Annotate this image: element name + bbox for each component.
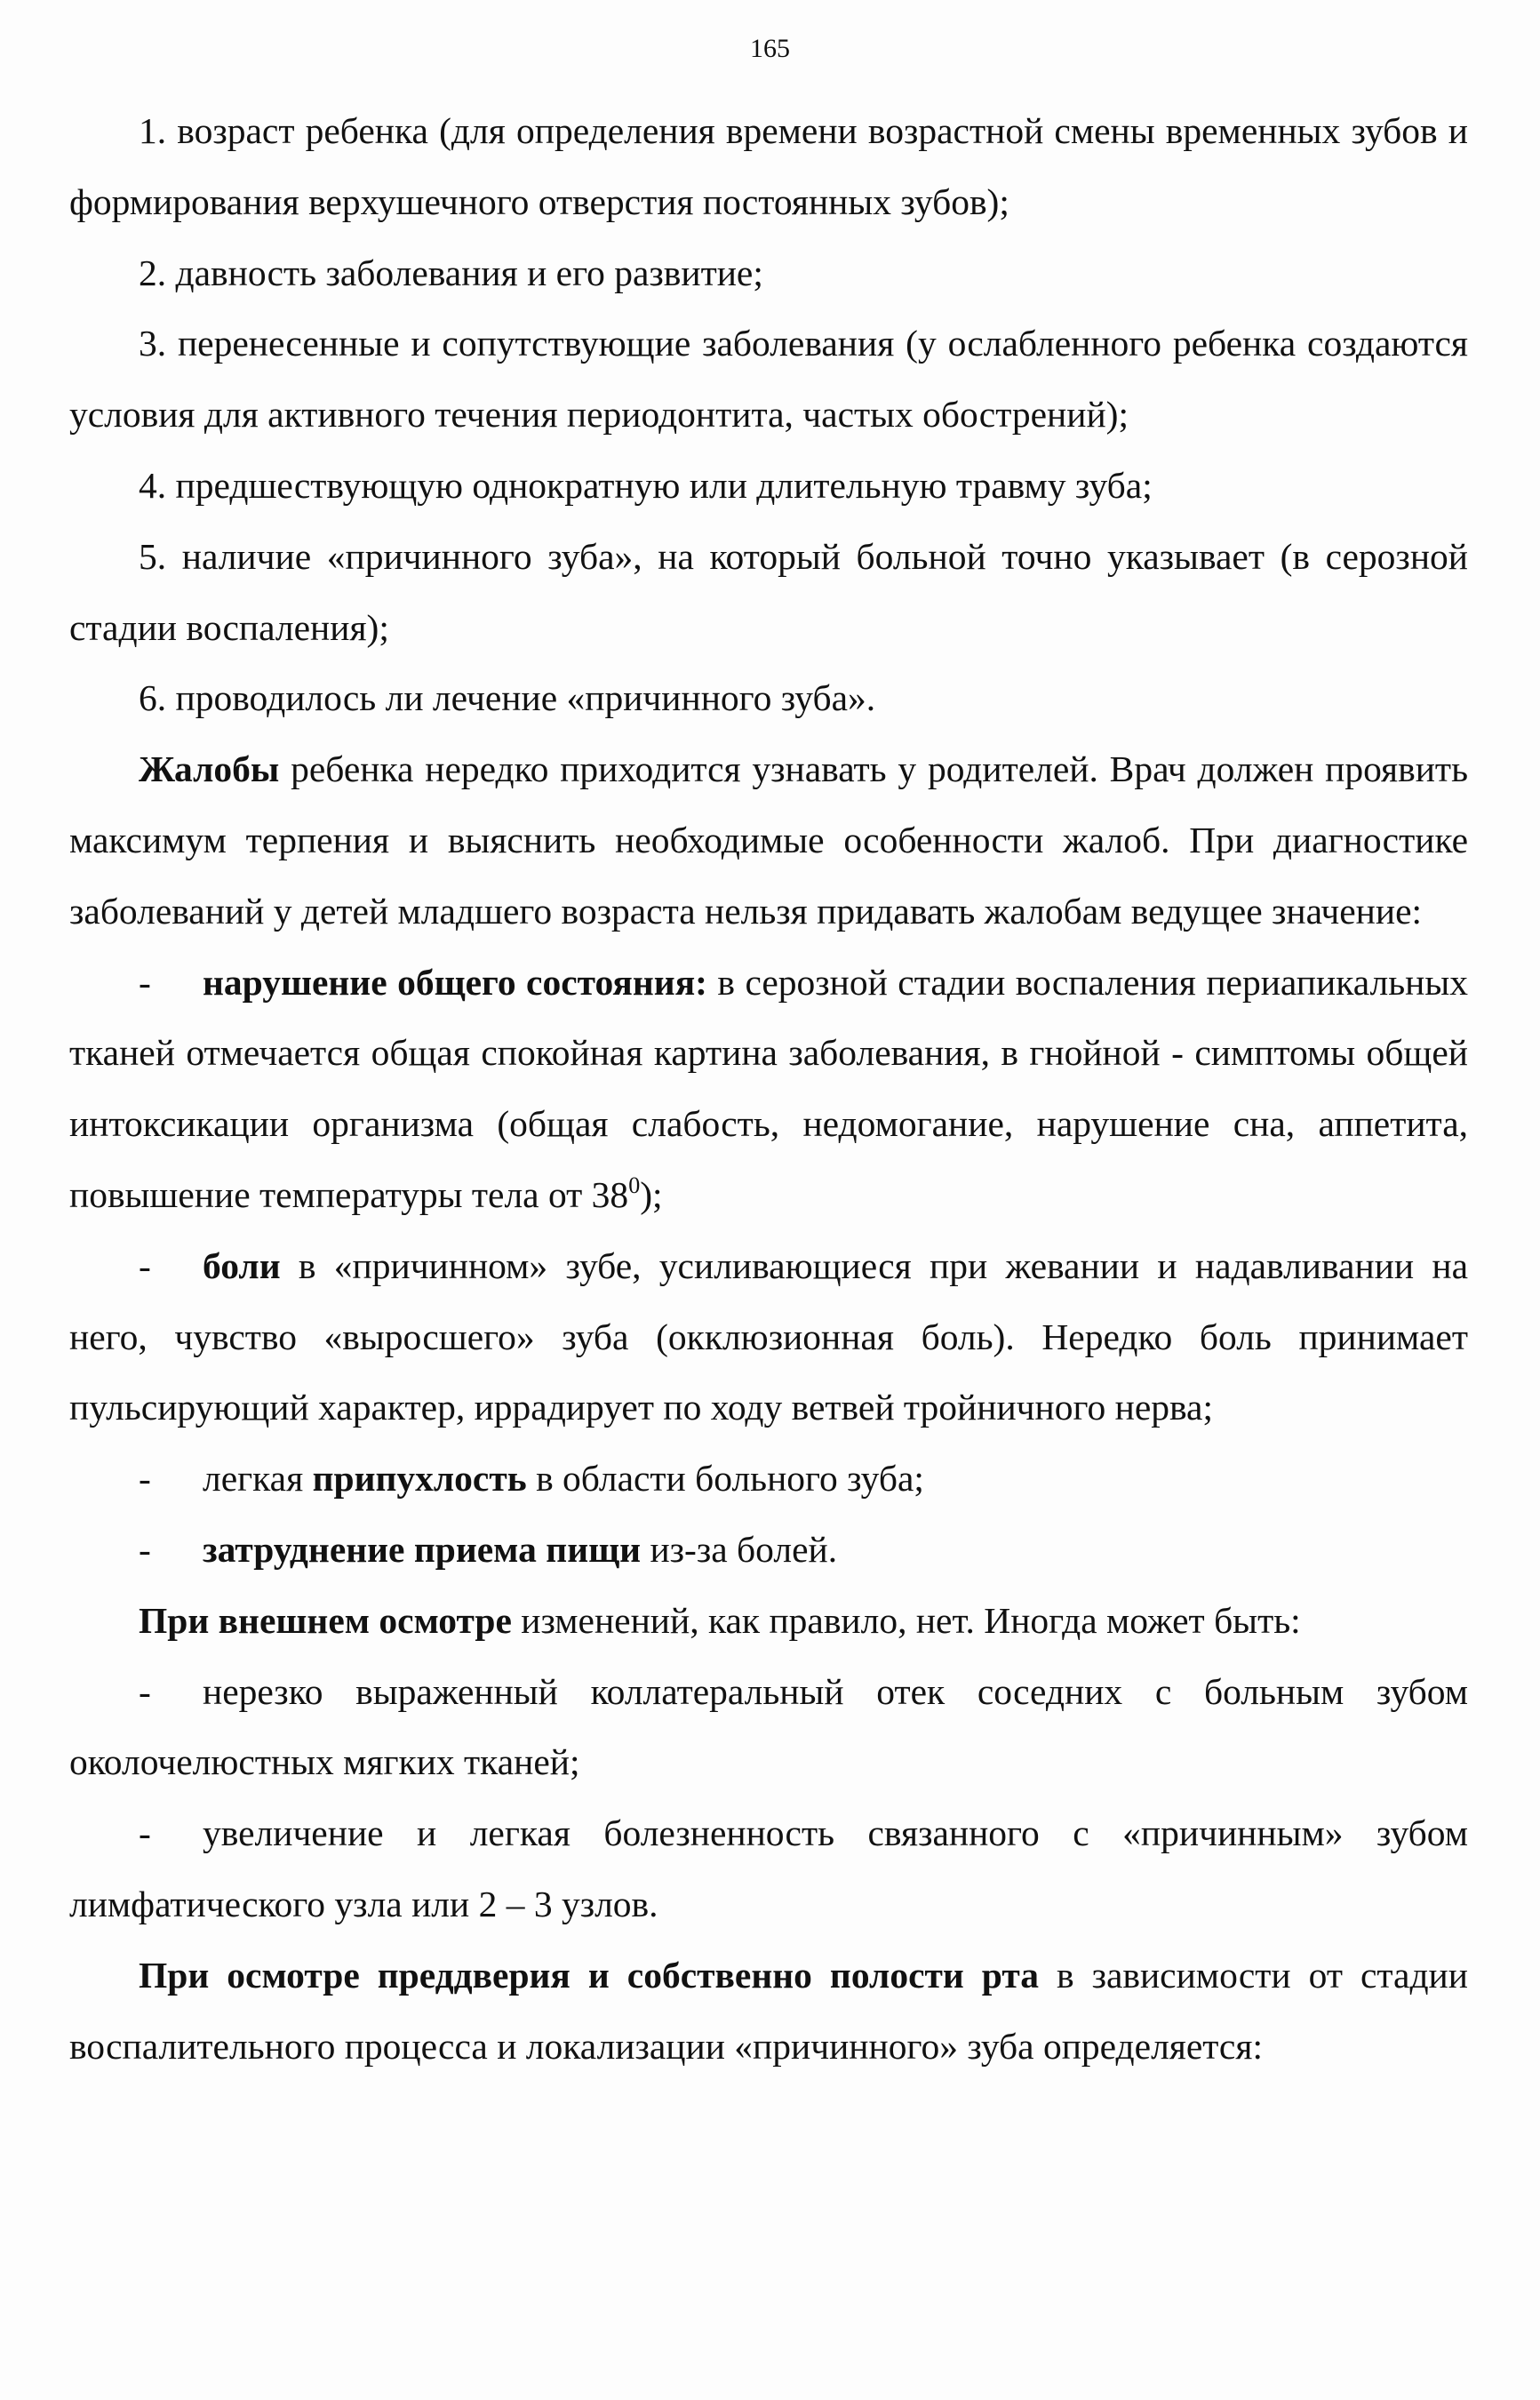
- eating-item: [69, 1515, 1468, 1586]
- external-exam-heading: При внешнем осмотре: [139, 1599, 512, 1641]
- page-number: 165: [750, 34, 790, 63]
- complaints-heading: Жалобы: [139, 748, 280, 790]
- list-item: 4. предшествующую однократную или длительную травму зуба;: [139, 464, 1153, 506]
- list-item: 2. давность заболевания и его развитие;: [139, 252, 763, 293]
- lymph-item: [69, 1798, 1468, 1940]
- list-item: 3. перенесенные и сопутствующие заболевания (у ослабленного ребенка создаются условия для активного течения периодонтита, частых обострений);: [69, 323, 1468, 436]
- general-state-text: в серозной стадии воспаления периапикальных тканей отмечается общая спокойная картина заболевания, в гнойной - симптомы общей интоксикации организма (общая слабость, недомогание, нарушение сна, аппетита, повышение температуры тела от 38: [69, 961, 1468, 1215]
- swelling-item: [69, 1444, 1468, 1515]
- eating-heading: затруднение приема пищи: [203, 1528, 642, 1570]
- general-state-item: [69, 948, 1468, 1231]
- lymph-text: увеличение и легкая болезненность связанного с «причинным» зубом лимфатического узла или 2 – 3 узлов.: [69, 1812, 1468, 1924]
- degree-superscript: 0: [628, 1172, 641, 1198]
- list-item: 6. проводилось ли лечение «причинного зуба».: [139, 677, 876, 719]
- edema-item: [69, 1657, 1468, 1799]
- complaints-text: ребенка нередко приходится узнавать у родителей. Врач должен проявить максимум терпения и выяснить необходимые особенности жалоб. При диагностике заболеваний у детей младшего возраста нельзя придавать жалобам ведущее значение:: [69, 748, 1468, 932]
- dash-marker: -: [139, 1812, 151, 1854]
- oral-exam-paragraph: [69, 1940, 1468, 2083]
- dash-marker: -: [139, 1458, 151, 1500]
- edema-text: нерезко выраженный коллатеральный отек соседних с больным зубом околочелюстных мягких тканей;: [69, 1670, 1468, 1783]
- oral-exam-text: в зависимости от стадии воспалительного процесса и локализации «причинного» зуба определяется:: [69, 1954, 1468, 2067]
- dash-marker: -: [139, 1244, 151, 1286]
- complaints-paragraph: [69, 734, 1468, 947]
- oral-exam-heading: При осмотре преддверия и собственно полости рта: [139, 1954, 1039, 1996]
- external-exam-paragraph: [69, 1586, 1468, 1657]
- pain-heading: боли: [203, 1244, 281, 1286]
- swelling-text: в области больного зуба;: [526, 1458, 924, 1500]
- pain-text: в «причинном» зубе, усиливающиеся при жевании и надавливании на него, чувство «выросшего» зуба (окклюзионная боль). Нередко боль принимает пульсирующий характер, иррадирует по ходу ветвей тройничного нерва;: [69, 1244, 1468, 1428]
- swelling-pre: легкая: [203, 1458, 313, 1500]
- dash-marker: -: [139, 1670, 151, 1712]
- dash-marker: -: [139, 1528, 151, 1570]
- dash-marker: -: [139, 961, 151, 1003]
- swelling-heading: припухлость: [312, 1458, 527, 1500]
- general-state-tail: );: [640, 1173, 663, 1215]
- pain-item: [69, 1231, 1468, 1444]
- list-item: 5. наличие «причинного зуба», на который больной точно указывает (в серозной стадии воспаления);: [69, 535, 1468, 648]
- list-item: 1. возраст ребенка (для определения времени возрастной смены временных зубов и формирования верхушечного отверстия постоянных зубов);: [69, 110, 1468, 222]
- external-exam-text: изменений, как правило, нет. Иногда может быть:: [511, 1599, 1301, 1641]
- general-state-heading: нарушение общего состояния:: [203, 961, 707, 1003]
- eating-text: из-за болей.: [641, 1528, 838, 1570]
- body-text: [69, 96, 1468, 2082]
